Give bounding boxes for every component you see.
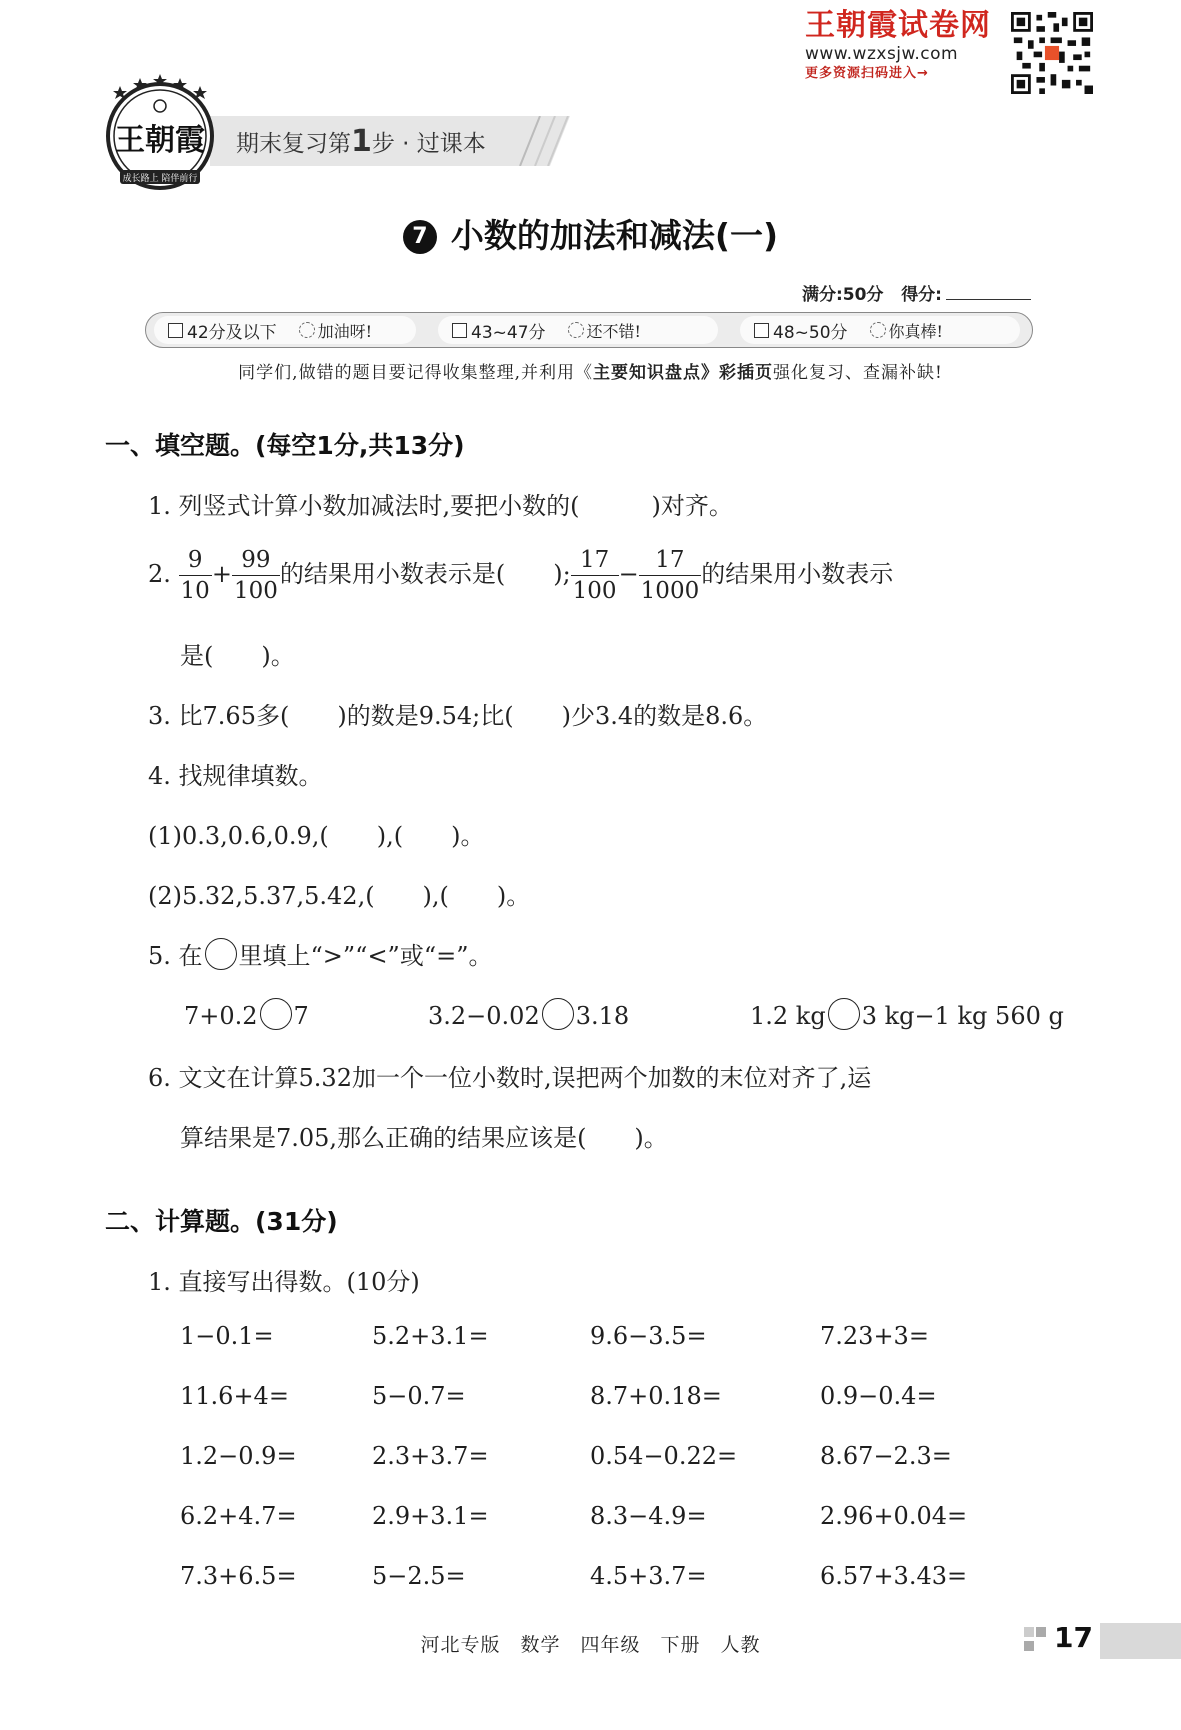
score-line [802, 280, 1031, 305]
scan-text: 更多资源扫码进入→ [805, 66, 929, 81]
tip-part2: 强化复习、查漏补缺! [772, 363, 943, 383]
checkbox[interactable] [754, 323, 769, 338]
operator: − [618, 560, 639, 588]
question-2-line2: 是( )。 [180, 642, 295, 670]
calc-item: 5.2+3.1= [372, 1322, 489, 1350]
step-number: 1 [351, 124, 372, 159]
fraction [232, 545, 280, 606]
grade-segment-mid [438, 316, 718, 344]
compare-item [428, 998, 629, 1030]
tip-bold: 主要知识盘点》彩插页 [592, 363, 773, 383]
question-4-2: (2)5.32,5.37,5.42,( ),( )。 [148, 882, 531, 910]
compare-item [750, 998, 1064, 1030]
compare-left: 3.2−0.02 [428, 1002, 540, 1030]
section-title [0, 210, 1181, 257]
brand-seal-logo [98, 72, 222, 200]
calc-item: 8.7+0.18= [590, 1382, 722, 1410]
tip-part1: 同学们,做错的题目要记得收集整理,并利用《 [238, 363, 593, 383]
numerator: 17 [571, 545, 619, 576]
page-deco [1036, 1627, 1046, 1637]
footer-text: 河北专版 数学 四年级 下册 人教 [420, 1634, 761, 1656]
calc-item: 8.3−4.9= [590, 1502, 707, 1530]
compare-left: 7+0.2 [184, 1002, 258, 1030]
step-prefix: 期末复习第 [236, 131, 351, 157]
numerator: 9 [179, 545, 212, 576]
calc-item: 6.2+4.7= [180, 1502, 297, 1530]
page-number-bg [1100, 1623, 1181, 1659]
compare-right: 3.18 [575, 1002, 630, 1030]
denominator: 100 [233, 578, 278, 604]
question-6-line2: 算结果是7.05,那么正确的结果应该是( )。 [180, 1124, 668, 1152]
qr-code-icon[interactable] [1011, 12, 1093, 94]
part2-question-1: 1. 直接写出得数。(10分) [148, 1268, 420, 1296]
brand-name: 王朝霞试卷网 [805, 8, 991, 43]
calc-item: 8.67−2.3= [820, 1442, 952, 1470]
smiley-icon [568, 322, 584, 338]
compare-right: 7 [293, 1002, 309, 1030]
grade-segment-high [740, 316, 1020, 344]
calc-item: 9.6−3.5= [590, 1322, 707, 1350]
denominator: 10 [180, 578, 210, 604]
calc-item: 0.9−0.4= [820, 1382, 937, 1410]
denominator: 100 [572, 578, 617, 604]
page-deco [1024, 1641, 1034, 1651]
score-label: 得分: [901, 285, 942, 305]
part1-heading: 一、填空题。(每空1分,共13分) [105, 431, 465, 460]
numerator: 99 [232, 545, 280, 576]
grade-range: 42分及以下 [187, 322, 277, 343]
calc-item: 6.57+3.43= [820, 1562, 968, 1590]
compare-right: 3 kg−1 kg 560 g [861, 1002, 1064, 1030]
q5-prefix: 5. 在 [148, 942, 203, 970]
calc-item: 7.3+6.5= [180, 1562, 297, 1590]
checkbox[interactable] [168, 323, 183, 338]
calc-item: 2.3+3.7= [372, 1442, 489, 1470]
calc-item: 4.5+3.7= [590, 1562, 707, 1590]
denominator: 1000 [640, 578, 700, 604]
q5-suffix: 里填上“>”“<”或“=”。 [238, 942, 493, 970]
compare-item [184, 998, 309, 1030]
checkbox[interactable] [452, 323, 467, 338]
fraction [571, 545, 619, 606]
question-6: 6. 文文在计算5.32加一个一位小数时,误把两个加数的末位对齐了,运 [148, 1064, 872, 1092]
question-4-1: (1)0.3,0.6,0.9,( ),( )。 [148, 822, 485, 850]
grade-segment-low [154, 316, 416, 344]
compare-circle[interactable] [828, 998, 860, 1030]
step-suffix: 步 · 过课本 [371, 131, 486, 157]
grade-cheer: 加油呀! [317, 321, 373, 341]
compare-circle[interactable] [260, 998, 292, 1030]
question-5 [148, 936, 492, 971]
compare-left: 1.2 kg [750, 1002, 826, 1030]
page-deco [1024, 1627, 1034, 1637]
full-score: 满分:50分 [801, 285, 884, 305]
question-3: 3. 比7.65多( )的数是9.54;比( )少3.4的数是8.6。 [148, 702, 768, 730]
compare-circle[interactable] [542, 998, 574, 1030]
calc-item: 1.2−0.9= [180, 1442, 297, 1470]
calc-item: 2.96+0.04= [820, 1502, 968, 1530]
calc-item: 7.23+3= [820, 1322, 929, 1350]
calc-item: 1−0.1= [180, 1322, 274, 1350]
brand-block [805, 8, 991, 84]
numerator: 17 [639, 545, 702, 576]
question-4: 4. 找规律填数。 [148, 762, 323, 790]
grade-range: 43~47分 [471, 322, 546, 343]
part2-heading: 二、计算题。(31分) [105, 1207, 338, 1236]
fraction [639, 545, 702, 606]
smiley-icon [870, 322, 886, 338]
calc-item: 11.6+4= [180, 1382, 289, 1410]
calc-item: 0.54−0.22= [590, 1442, 738, 1470]
calc-item: 5−2.5= [372, 1562, 466, 1590]
calc-item: 5−0.7= [372, 1382, 466, 1410]
grade-cheer: 还不错! [586, 321, 641, 341]
section-number: 7 [403, 220, 437, 254]
tip-text [0, 358, 1181, 383]
score-blank[interactable] [946, 299, 1031, 300]
page-number: 17 [1054, 1621, 1093, 1654]
page-number-block [1020, 1619, 1180, 1665]
q2-mid: 的结果用小数表示是( ); [279, 560, 571, 588]
seal-text: 王朝霞 [115, 123, 205, 158]
q2-prefix: 2. [148, 560, 171, 588]
question-1: 1. 列竖式计算小数加减法时,要把小数的( )对齐。 [148, 492, 733, 520]
fraction [179, 545, 212, 606]
q2-tail: 的结果用小数表示 [701, 560, 894, 588]
section-title-text: 小数的加法和减法(一) [450, 216, 779, 255]
operator: + [211, 560, 232, 588]
grade-range: 48~50分 [773, 322, 848, 343]
grade-bar [145, 312, 1033, 348]
smiley-icon [299, 322, 315, 338]
calc-item: 2.9+3.1= [372, 1502, 489, 1530]
compare-circle[interactable] [205, 938, 237, 970]
grade-cheer: 你真棒! [888, 321, 943, 341]
question-2 [148, 545, 893, 606]
brand-url[interactable]: www.wzxsjw.com [805, 44, 959, 64]
step-label [236, 124, 486, 159]
svg-text:成长路上 陪伴前行: 成长路上 陪伴前行 [122, 174, 198, 184]
